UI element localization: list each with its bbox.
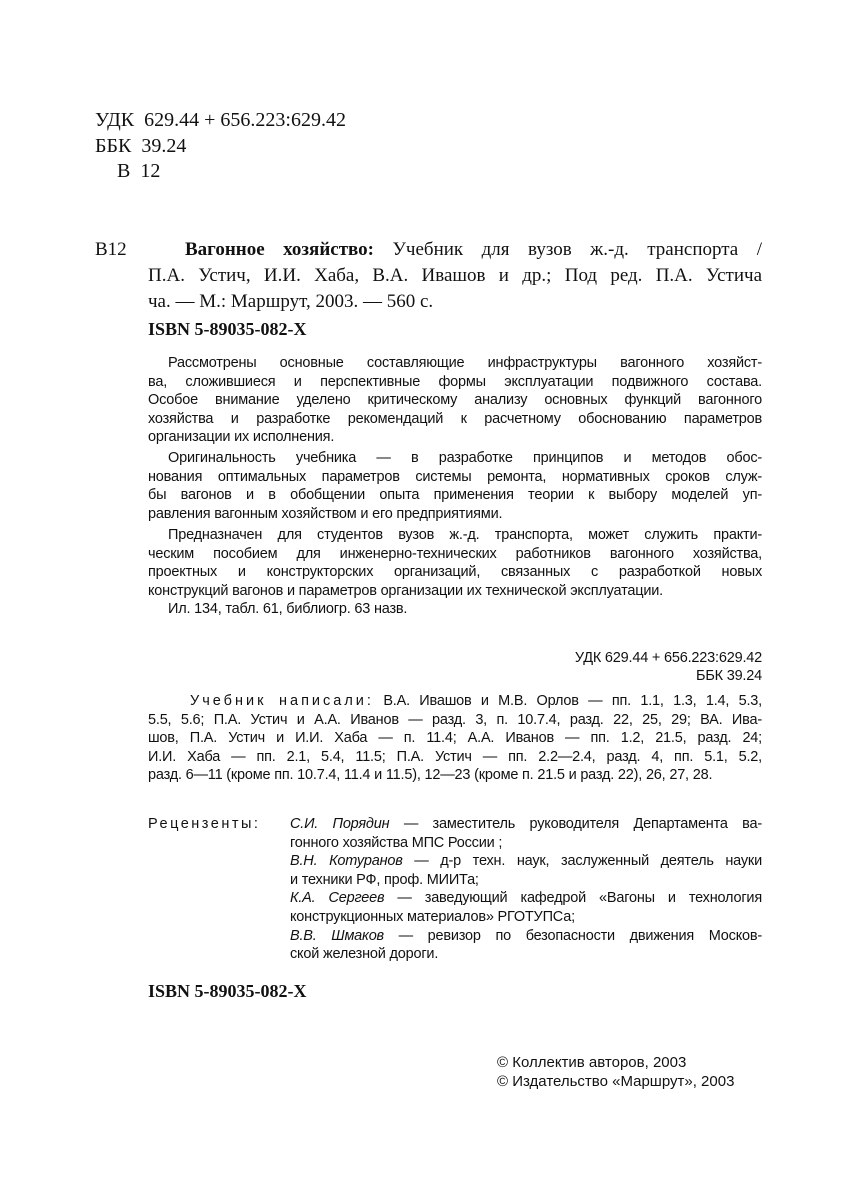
entry-code: В12 [95,239,127,260]
reviewer-entry-cont: ской железной дороги. [290,946,439,963]
abstract-p2-line: нования оптимальных параметров системы ремонта, нормативных сроков служ- [148,468,762,485]
isbn-bottom: ISBN 5-89035-082-X [148,981,307,1001]
entry-line-1 [185,240,762,259]
reviewer-role: — д-р техн. наук, заслуженный деятель науки [414,853,762,870]
udk-value: 629.44 + 656.223:629.42 [144,109,346,131]
author-code-number: 12 [140,160,161,182]
udk-classification: УДК 629.44 + 656.223:629.42 [574,650,762,666]
reviewer-entry-cont: и техники РФ, проф. МИИТа; [290,871,479,888]
udk-label: УДК [95,109,135,131]
authors-label: Учебник написали: [190,693,374,709]
reviewer-name: В.В. Шмаков [290,927,384,944]
reviewer-entry [290,817,762,832]
entry-line-2: П.А. Устич, И.И. Хаба, В.А. Ивашов и др.; Под ред. П.А. Устичa [148,265,762,286]
authors-line: разд. 6—11 (кроме пп. 10.7.4, 11.4 и 11.5), 12—23 (кроме п. 21.5 и разд. 22), 26, 27, 28. [148,767,713,784]
book-subtitle: Учебник для вузов ж.-д. транспорта / [392,239,762,260]
reviewer-entry [290,854,762,869]
abstract-p2-line: бы вагонов и в обобщении опыта применения теории к выбору моделей уп- [148,487,762,504]
authors-line: 5.5, 5.6; П.А. Устич и А.А. Иванов — разд. 3, п. 10.7.4, разд. 22, 25, 29; ВА. Ива- [148,711,762,728]
book-title: Вагонное хозяйство: [185,239,374,260]
reviewer-name: В.Н. Котуранов [290,853,403,870]
bbk-value: 39.24 [141,135,187,157]
copyright-authors: © Коллектив авторов, 2003 [497,1054,687,1071]
reviewer-entry-cont: гонного хозяйства МПС России ; [290,834,503,851]
reviewer-entry [290,891,762,906]
bbk-classification: ББК 39.24 [696,668,762,684]
reviewers-label: Рецензенты: [148,816,261,832]
authors-line-1 [190,694,762,709]
reviewer-role: — заведующий кафедрой «Вагоны и технология [397,890,762,907]
abstract-p1-line: Рассмотрены основные составляющие инфраструктуры вагонного хозяйст- [168,355,762,371]
abstract-p2-line: Оригинальность учебника — в разработке принципов и методов обос- [168,450,762,466]
reviewer-entry-cont: конструкционных материалов» РГОТУПСа; [290,909,575,925]
udk-header [95,110,346,130]
bbk-label: ББК [95,135,132,157]
authors-line: шов, П.А. Устич и И.И. Хаба — п. 11.4; А.А. Иванов — пп. 1.2, 21.5, разд. 24; [148,730,762,747]
reviewer-name: С.И. Порядин [290,816,390,832]
authors-line: И.И. Хаба — пп. 2.1, 5.4, 11.5; П.А. Устич — пп. 2.2—2.4, разд. 4, пп. 5.1, 5.2, [148,748,762,765]
bbk-header [95,136,186,156]
author-code-letter: В [117,160,131,182]
abstract-p1-line: хозяйства и разработке рекомендаций к расчетному обоснованию параметров [148,410,762,427]
abstract-p3-line: ческим пособием для инженерно-технических работников вагонного хозяйства, [148,545,762,562]
abstract-p1-line: ва, сложившиеся и перспективные формы эксплуатации подвижного состава. [148,373,762,390]
abstract-p3-line: конструкций вагонов и параметров организации их технической эксплуатации. [148,582,663,599]
entry-line-3: ча. — М.: Маршрут, 2003. — 560 с. [148,291,434,312]
reviewer-role: — ревизор по безопасности движения Москов- [398,927,762,944]
abstract-p1-line: организации их исполнения. [148,429,335,446]
authors-text: В.А. Ивашов и М.В. Орлов — пп. 1.1, 1.3, 1.4, 5.3, [383,693,762,709]
copyright-publisher: © Издательство «Маршрут», 2003 [497,1073,735,1090]
abstract-p1-line: Особое внимание уделено критическому анализу основных функций вагонного [148,392,762,409]
abstract-p2-line: равления вагонным хозяйством и его предприятиями. [148,505,503,522]
author-code [117,161,160,181]
reviewer-role: — заместитель руководителя Департамента ва- [403,816,762,832]
abstract-p3-line: Предназначен для студентов вузов ж.-д. транспорта, может служить практи- [168,527,762,543]
isbn-top: ISBN 5-89035-082-X [148,319,307,339]
reviewer-entry [290,929,762,944]
reviewer-name: К.А. Сергеев [290,890,385,907]
abstract-p3-line: проектных и конструкторских организаций, связанных с разработкой новых [148,564,762,581]
illustrations-count: Ил. 134, табл. 61, библиогр. 63 назв. [168,601,408,617]
